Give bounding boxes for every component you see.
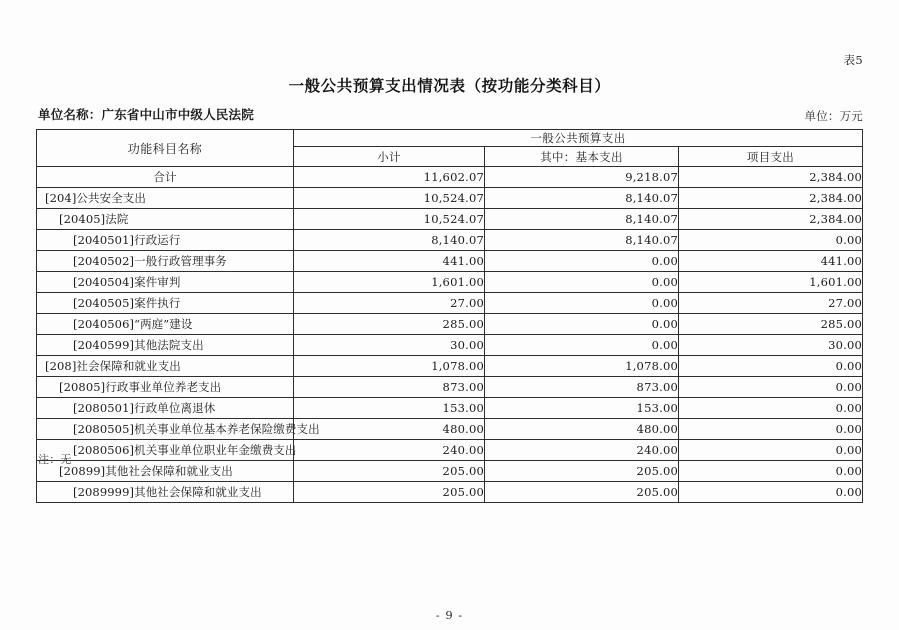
row-label: [20805]行政事业单位养老支出 bbox=[37, 377, 294, 398]
cell-basic-expenditure: 205.00 bbox=[485, 482, 679, 503]
row-label: [208]社会保障和就业支出 bbox=[37, 356, 294, 377]
table-row bbox=[37, 230, 863, 251]
budget-expenditure-table bbox=[36, 129, 863, 503]
table-row bbox=[37, 335, 863, 356]
cell-project-expenditure: 0.00 bbox=[679, 461, 863, 482]
cell-project-expenditure: 2,384.00 bbox=[679, 167, 863, 188]
cell-project-expenditure: 1,601.00 bbox=[679, 272, 863, 293]
row-label: [20899]其他社会保障和就业支出 bbox=[37, 461, 294, 482]
table-row bbox=[37, 440, 863, 461]
table-footnote: 注：无 bbox=[38, 453, 72, 466]
table-body bbox=[37, 167, 863, 503]
cell-basic-expenditure: 480.00 bbox=[485, 419, 679, 440]
cell-subtotal: 480.00 bbox=[294, 419, 485, 440]
cell-subtotal: 205.00 bbox=[294, 482, 485, 503]
table-row bbox=[37, 251, 863, 272]
cell-subtotal: 11,602.07 bbox=[294, 167, 485, 188]
column-header-group-general-public-budget: 一般公共预算支出 bbox=[294, 130, 863, 147]
cell-project-expenditure: 0.00 bbox=[679, 440, 863, 461]
cell-subtotal: 873.00 bbox=[294, 377, 485, 398]
cell-project-expenditure: 0.00 bbox=[679, 230, 863, 251]
table-row bbox=[37, 461, 863, 482]
cell-subtotal: 10,524.07 bbox=[294, 209, 485, 230]
cell-subtotal: 240.00 bbox=[294, 440, 485, 461]
table-row bbox=[37, 167, 863, 188]
cell-subtotal: 8,140.07 bbox=[294, 230, 485, 251]
cell-basic-expenditure: 153.00 bbox=[485, 398, 679, 419]
cell-basic-expenditure: 240.00 bbox=[485, 440, 679, 461]
row-label: [2080505]机关事业单位基本养老保险缴费支出 bbox=[37, 419, 294, 440]
cell-project-expenditure: 0.00 bbox=[679, 398, 863, 419]
page-number: - 9 - bbox=[435, 608, 464, 622]
row-label: [2040599]其他法院支出 bbox=[37, 335, 294, 356]
row-label: [20405]法院 bbox=[37, 209, 294, 230]
budget-table-container bbox=[36, 129, 862, 503]
cell-basic-expenditure: 0.00 bbox=[485, 251, 679, 272]
cell-project-expenditure: 30.00 bbox=[679, 335, 863, 356]
cell-basic-expenditure: 0.00 bbox=[485, 314, 679, 335]
unit-of-measure-label: 单位：万元 bbox=[804, 109, 863, 123]
row-label: [2040505]案件执行 bbox=[37, 293, 294, 314]
cell-project-expenditure: 285.00 bbox=[679, 314, 863, 335]
cell-basic-expenditure: 873.00 bbox=[485, 377, 679, 398]
table-row bbox=[37, 314, 863, 335]
table-row bbox=[37, 377, 863, 398]
row-label: [2080506]机关事业单位职业年金缴费支出 bbox=[37, 440, 294, 461]
page-title: 一般公共预算支出情况表（按功能分类科目） bbox=[288, 76, 611, 95]
cell-basic-expenditure: 9,218.07 bbox=[485, 167, 679, 188]
row-label: [2089999]其他社会保障和就业支出 bbox=[37, 482, 294, 503]
cell-basic-expenditure: 0.00 bbox=[485, 293, 679, 314]
cell-subtotal: 30.00 bbox=[294, 335, 485, 356]
cell-subtotal: 1,601.00 bbox=[294, 272, 485, 293]
table-header bbox=[37, 130, 863, 167]
cell-basic-expenditure: 8,140.07 bbox=[485, 209, 679, 230]
table-row bbox=[37, 398, 863, 419]
column-header-project-expenditure: 项目支出 bbox=[679, 147, 863, 167]
column-header-basic-expenditure: 其中：基本支出 bbox=[485, 147, 679, 167]
row-label: [2080501]行政单位离退休 bbox=[37, 398, 294, 419]
table-row bbox=[37, 482, 863, 503]
cell-basic-expenditure: 0.00 bbox=[485, 335, 679, 356]
cell-project-expenditure: 441.00 bbox=[679, 251, 863, 272]
cell-project-expenditure: 0.00 bbox=[679, 482, 863, 503]
table-row bbox=[37, 272, 863, 293]
cell-project-expenditure: 0.00 bbox=[679, 356, 863, 377]
table-header-row-group bbox=[37, 130, 863, 147]
row-label: [2040501]行政运行 bbox=[37, 230, 294, 251]
table-row bbox=[37, 209, 863, 230]
table-row bbox=[37, 419, 863, 440]
cell-subtotal: 153.00 bbox=[294, 398, 485, 419]
table-row bbox=[37, 293, 863, 314]
cell-basic-expenditure: 8,140.07 bbox=[485, 188, 679, 209]
cell-basic-expenditure: 0.00 bbox=[485, 272, 679, 293]
row-label: [2040506]“两庭”建设 bbox=[37, 314, 294, 335]
cell-basic-expenditure: 8,140.07 bbox=[485, 230, 679, 251]
row-label: [2040502]一般行政管理事务 bbox=[37, 251, 294, 272]
cell-basic-expenditure: 1,078.00 bbox=[485, 356, 679, 377]
cell-subtotal: 205.00 bbox=[294, 461, 485, 482]
cell-project-expenditure: 0.00 bbox=[679, 377, 863, 398]
row-label: [2040504]案件审判 bbox=[37, 272, 294, 293]
cell-project-expenditure: 2,384.00 bbox=[679, 209, 863, 230]
cell-subtotal: 1,078.00 bbox=[294, 356, 485, 377]
row-label: 合计 bbox=[37, 167, 294, 188]
cell-subtotal: 10,524.07 bbox=[294, 188, 485, 209]
unit-name-label: 单位名称：广东省中山市中级人民法院 bbox=[38, 107, 254, 122]
cell-subtotal: 27.00 bbox=[294, 293, 485, 314]
table-row bbox=[37, 356, 863, 377]
table-number-label: 表5 bbox=[843, 53, 863, 67]
row-label: [204]公共安全支出 bbox=[37, 188, 294, 209]
cell-project-expenditure: 27.00 bbox=[679, 293, 863, 314]
cell-basic-expenditure: 205.00 bbox=[485, 461, 679, 482]
table-row bbox=[37, 188, 863, 209]
column-header-subtotal: 小计 bbox=[294, 147, 485, 167]
cell-subtotal: 285.00 bbox=[294, 314, 485, 335]
column-header-function-subject: 功能科目名称 bbox=[37, 130, 294, 167]
cell-project-expenditure: 0.00 bbox=[679, 419, 863, 440]
cell-subtotal: 441.00 bbox=[294, 251, 485, 272]
cell-project-expenditure: 2,384.00 bbox=[679, 188, 863, 209]
